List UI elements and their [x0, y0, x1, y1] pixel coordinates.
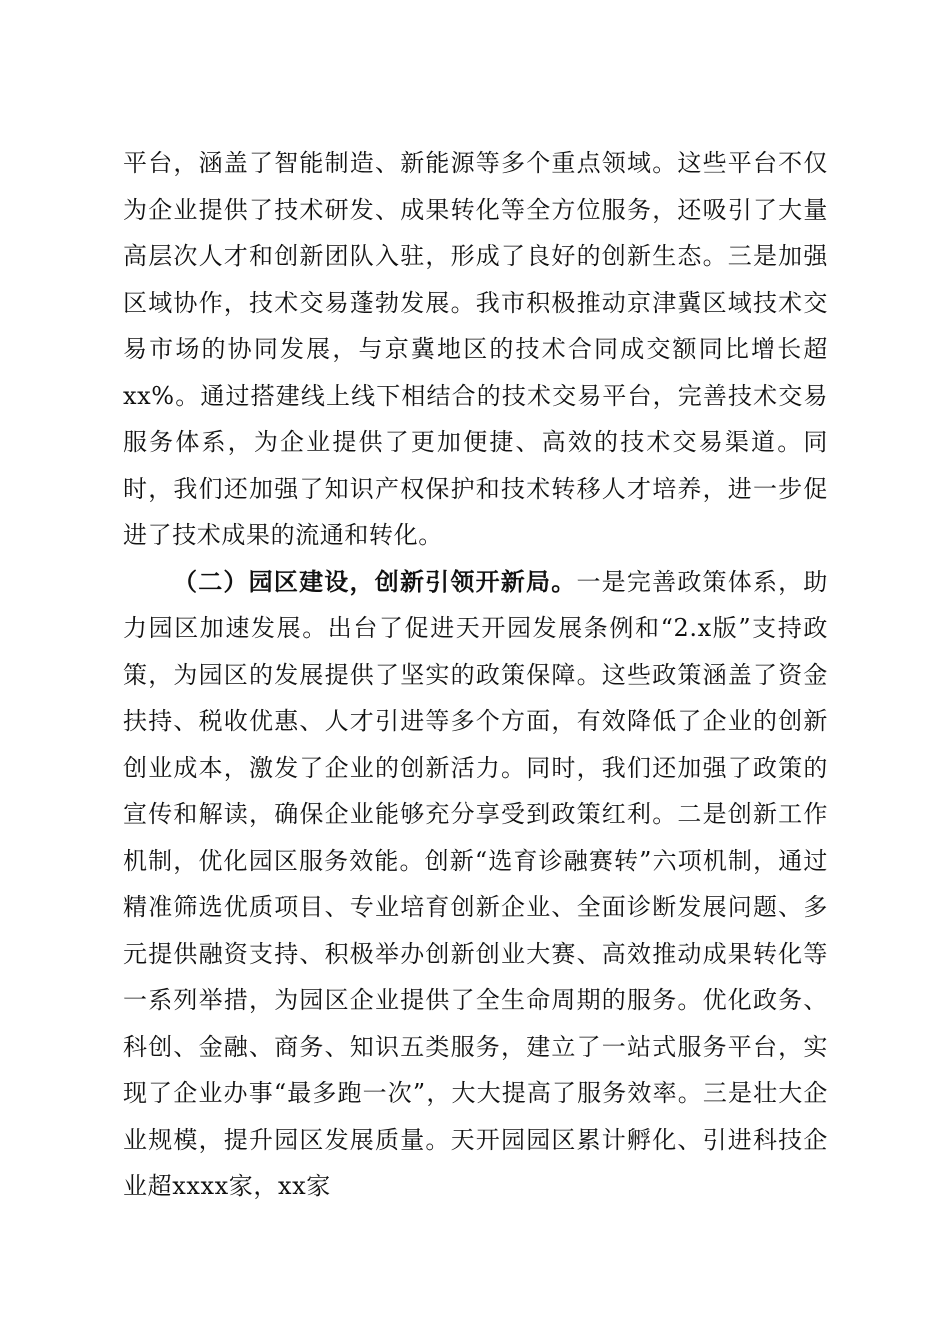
- section-body-text: 一是完善政策体系，助力园区加速发展。出台了促进天开园发展条例和“2.x版”支持政策，为园区的发展提供了坚实的政策保障。这些政策涵盖了资金扶持、税收优惠、人才引进等多个方面，有效降低了企业的创新创业成本，激发了企业的创新活力。同时，我们还加强了政策的宣传和解读，确保企业能够充分享受到政策红利。二是创新工作机制，优化园区服务效能。创新“选育诊融赛转”六项机制，通过精准筛选优质项目、专业培育创新企业、全面诊断发展问题、多元提供融资支持、积极举办创新创业大赛、高效推动成果转化等一系列举措，为园区企业提供了全生命周期的服务。优化政务、科创、金融、商务、知识五类服务，建立了一站式服务平台，实现了企业办事“最多跑一次”，大大提高了服务效率。三是壮大企业规模，提升园区发展质量。天开园园区累计孵化、引进科技企业超xxxx家，xx家: [123, 567, 828, 1200]
- paragraph-continuation: 平台，涵盖了智能制造、新能源等多个重点领域。这些平台不仅为企业提供了技术研发、成果转化等全方位服务，还吸引了大量高层次人才和创新团队入驻，形成了良好的创新生态。三是加强区域协作，技术交易蓬勃发展。我市积极推动京津冀区域技术交易市场的协同发展，与京冀地区的技术合同成交额同比增长超xx%。通过搭建线上线下相结合的技术交易平台，完善技术交易服务体系，为企业提供了更加便捷、高效的技术交易渠道。同时，我们还加强了知识产权保护和技术转移人才培养，进一步促进了技术成果的流通和转化。: [123, 149, 828, 549]
- section-heading: （二）园区建设，创新引领开新局。: [173, 566, 577, 596]
- paragraph-section-two: [123, 559, 828, 1210]
- document-body: [123, 140, 828, 1210]
